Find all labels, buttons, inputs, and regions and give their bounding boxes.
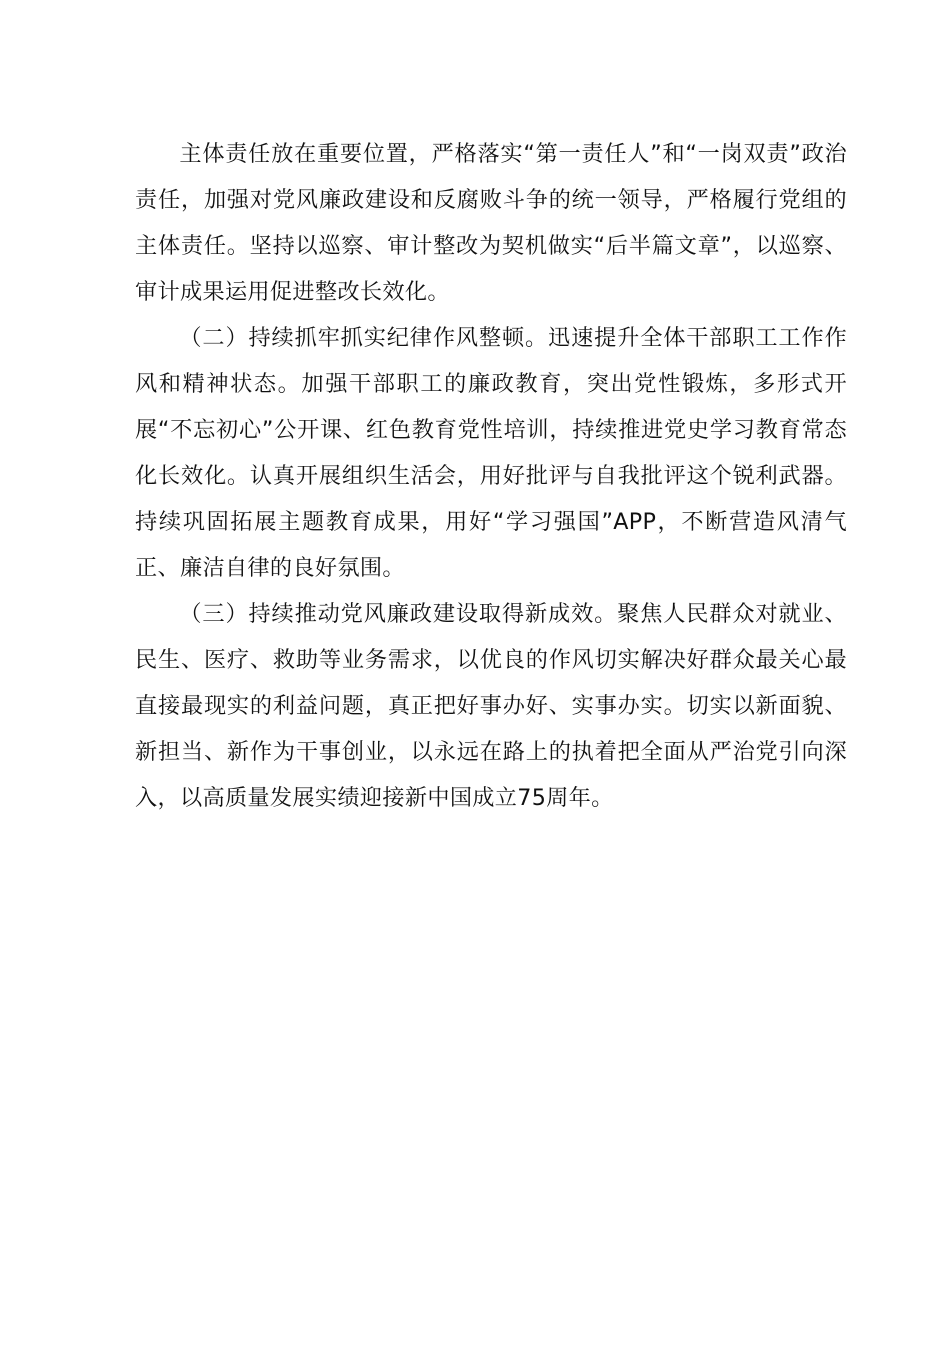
paragraph-main-responsibility: 主体责任放在重要位置，严格落实“第一责任人”和“一岗双责”政治责任，加强对党风廉政建设和反腐败斗争的统一领导，严格履行党组的主体责任。坚持以巡察、审计整改为契机做实“后半篇文章”，以巡察、审计成果运用促进整改长效化。 — [135, 141, 847, 305]
document-body — [135, 131, 847, 821]
paragraph-clean-governance: （三）持续推动党风廉政建设取得新成效。聚焦人民群众对就业、民生、医疗、救助等业务需求，以优良的作风切实解决好群众最关心最直接最现实的利益问题，真正把好事办好、实事办实。切实以新面貌、新担当、新作为干事创业，以永远在路上的执着把全面从严治党引向深入，以高质量发展实绩迎接新中国成立75周年。 — [135, 601, 847, 811]
paragraph-discipline-rectification: （二）持续抓牢抓实纪律作风整顿。迅速提升全体干部职工工作作风和精神状态。加强干部职工的廉政教育，突出党性锻炼，多形式开展“不忘初心”公开课、红色教育党性培训，持续推进党史学习教育常态化长效化。认真开展组织生活会，用好批评与自我批评这个锐利武器。持续巩固拓展主题教育成果，用好“学习强国”APP，不断营造风清气正、廉洁自律的良好氛围。 — [135, 325, 847, 581]
